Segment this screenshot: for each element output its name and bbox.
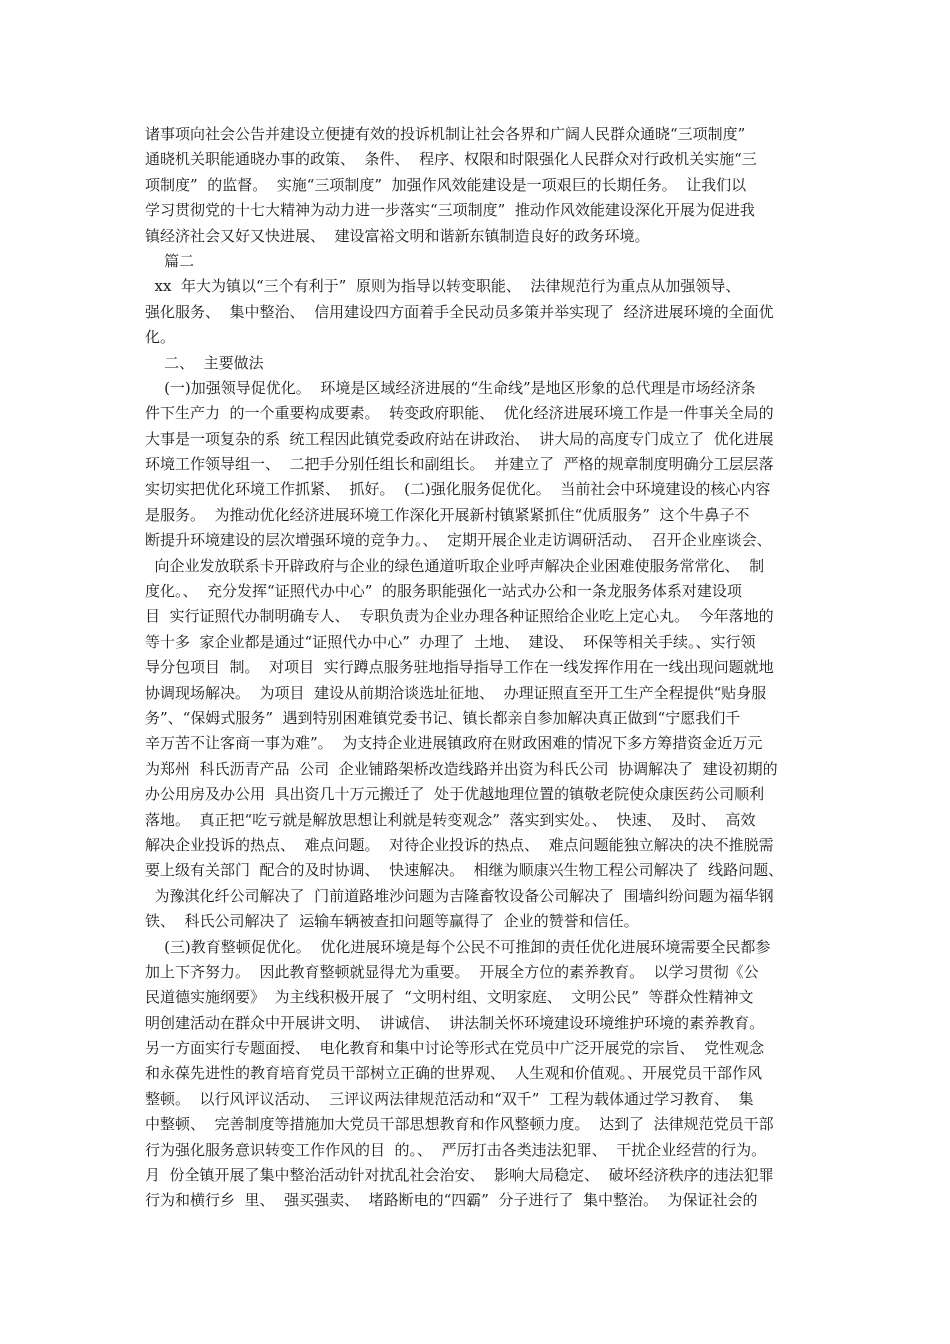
text-line: 向企业发放联系卡开辟政府与企业的绿色通道听取企业呼声解决企业困难使服务常常化、 制 (145, 556, 765, 575)
text-line: 是服务。 为推动优化经济进展环境工作深化开展新村镇紧紧抓住“优质服务” 这个牛鼻子不 (145, 505, 750, 524)
text-line: xx 年大为镇以“三个有利于” 原则为指导以转变职能、 法律规范行为重点从加强领导、 (145, 277, 741, 296)
text-line: 解决企业投诉的热点、 难点问题。 对待企业投诉的热点、 难点问题能独立解决的决不推脱需 (145, 835, 774, 854)
text-line: 铁、 科氏公司解决了 运输车辆被查扣问题等赢得了 企业的赞誉和信任。 (145, 912, 639, 931)
text-line: 加上下齐努力。 因此教育整顿就显得尤为重要。 开展全方位的素养教育。 以学习贯彻《公 (145, 962, 759, 981)
text-line: 化。 (145, 328, 176, 347)
text-line: 导分包项目 制。 对项目 实行蹲点服务驻地指导指导工作在一线发挥作用在一线出现问题就地 (145, 658, 774, 677)
text-line: 等十多 家企业都是通过“证照代办中心” 办理了 土地、 建设、 环保等相关手续。、实行领 (145, 632, 756, 651)
text-line: 月 份全镇开展了集中整治活动针对扰乱社会治安、 影响大局稳定、 破坏经济秩序的违法犯罪 (145, 1166, 774, 1185)
text-line: 和永葆先进性的教育培育党员干部树立正确的世界观、 人生观和价值观。、开展党员干部作风 (145, 1064, 763, 1083)
text-line: 为豫淇化纤公司解决了 门前道路堆沙问题为吉隆畜牧设备公司解决了 围墙纠纷问题为福华钢 (145, 886, 774, 905)
text-line: 辛万苦不让客商一事为难”。 为支持企业进展镇政府在财政困难的情况下多方筹措资金近万元 (145, 734, 763, 753)
text-line: 民道德实施纲要》 为主线积极开展了 “文明村组、文明家庭、 文明公民” 等群众性精神文 (145, 988, 754, 1007)
text-line: 为郑州 科氏沥青产品 公司 企业铺路架桥改造线路并出资为科氏公司 协调解决了 建设初期的 (145, 759, 778, 778)
text-line: 环境工作领导组一、 二把手分别任组长和副组长。 并建立了 严格的规章制度明确分工层层落 (145, 455, 774, 474)
text-line: 办公用房及办公用 具出资几十万元搬迁了 处于优越地理位置的镇敬老院使众康医药公司顺利 (145, 785, 765, 804)
text-line: 诸事项向社会公告并建设立便捷有效的投诉机制让社会各界和广阔人民群众通晓“三项制度” (145, 125, 746, 143)
text-line: 明创建活动在群众中开展讲文明、 讲诚信、 讲法制关怀环境建设环境维护环境的素养教育。 (145, 1013, 765, 1032)
text-line: 落地。 真正把“吃亏就是解放思想让利就是转变观念” 落实到实处。、 快速、 及时、 高效 (145, 810, 756, 829)
text-line: 强化服务、 集中整治、 信用建设四方面着手全民动员多策并举实现了 经济进展环境的全面优 (145, 302, 774, 321)
document-body (145, 122, 810, 1214)
text-line: 件下生产力 的一个重要构成要素。 转变政府职能、 优化经济进展环境工作是一件事关全局的 (145, 404, 774, 423)
text-line: 实切实把优化环境工作抓紧、 抓好。 (二)强化服务促优化。 当前社会中环境建设的核心内容 (145, 480, 771, 499)
text-line: (一)加强领导促优化。 环境是区域经济进展的“生命线”是地区形象的总代理是市场经济条 (145, 378, 756, 397)
text-line: 项制度” 的监督。 实施“三项制度” 加强作风效能建设是一项艰巨的长期任务。 让我们以 (145, 175, 747, 194)
text-line: 务”、“保姆式服务” 遇到特别困难镇党委书记、镇长都亲自参加解决真正做到“宁愿我们千 (145, 708, 741, 727)
text-line: 断提升环境建设的层次增强环境的竞争力。、 定期开展企业走访调研活动、 召开企业座谈会、 (145, 531, 772, 550)
text-line: 大事是一项复杂的系 统工程因此镇党委政府站在讲政治、 讲大局的高度专门成立了 优化进展 (145, 429, 774, 448)
text-line: 通晓机关职能通晓办事的政策、 条件、 程序、权限和时限强化人民群众对行政机关实施“三 (145, 150, 757, 169)
text-line: 篇二 (145, 251, 195, 270)
text-line: 度化。、 充分发挥“证照代办中心” 的服务职能强化一站式办公和一条龙服务体系对建设项 (145, 582, 742, 601)
text-line: 行为强化服务意识转变工作作风的目 的。、 严厉打击各类违法犯罪、 干扰企业经营的行为。 (145, 1140, 767, 1159)
text-line: 目 实行证照代办制明确专人、 专职负责为企业办理各种证照给企业吃上定心丸。 今年落地的 (145, 607, 774, 626)
text-line: 中整顿、 完善制度等措施加大党员干部思想教育和作风整顿力度。 达到了 法律规范党员干部 (145, 1115, 774, 1134)
text-line: 二、 主要做法 (145, 353, 264, 372)
text-line: (三)教育整顿促优化。 优化进展环境是每个公民不可推卸的责任优化进展环境需要全民都参 (145, 937, 771, 956)
text-line: 要上级有关部门 配合的及时协调、 快速解决。 相继为顺康兴生物工程公司解决了 线路问题、 (145, 861, 784, 880)
text-line: 整顿。 以行风评议活动、 三评议两法律规范活动和“双千” 工程为载体通过学习教育、 集 (145, 1089, 754, 1108)
text-line: 另一方面实行专题面授、 电化教育和集中讨论等形式在党员中广泛开展党的宗旨、 党性观念 (145, 1039, 765, 1058)
text-line: 行为和横行乡 里、 强买强卖、 堵路断电的“四霸” 分子进行了 集中整治。 为保证社会的 (145, 1191, 758, 1210)
text-line: 协调现场解决。 为项目 建设从前期洽谈选址征地、 办理证照直至开工生产全程提供“贴身服 (145, 683, 767, 702)
text-line: 学习贯彻党的十七大精神为动力进一步落实“三项制度” 推动作风效能建设深化开展为促进我 (145, 201, 755, 220)
text-line: 镇经济社会又好又快进展、 建设富裕文明和谐新东镇制造良好的政务环境。 (145, 226, 650, 245)
